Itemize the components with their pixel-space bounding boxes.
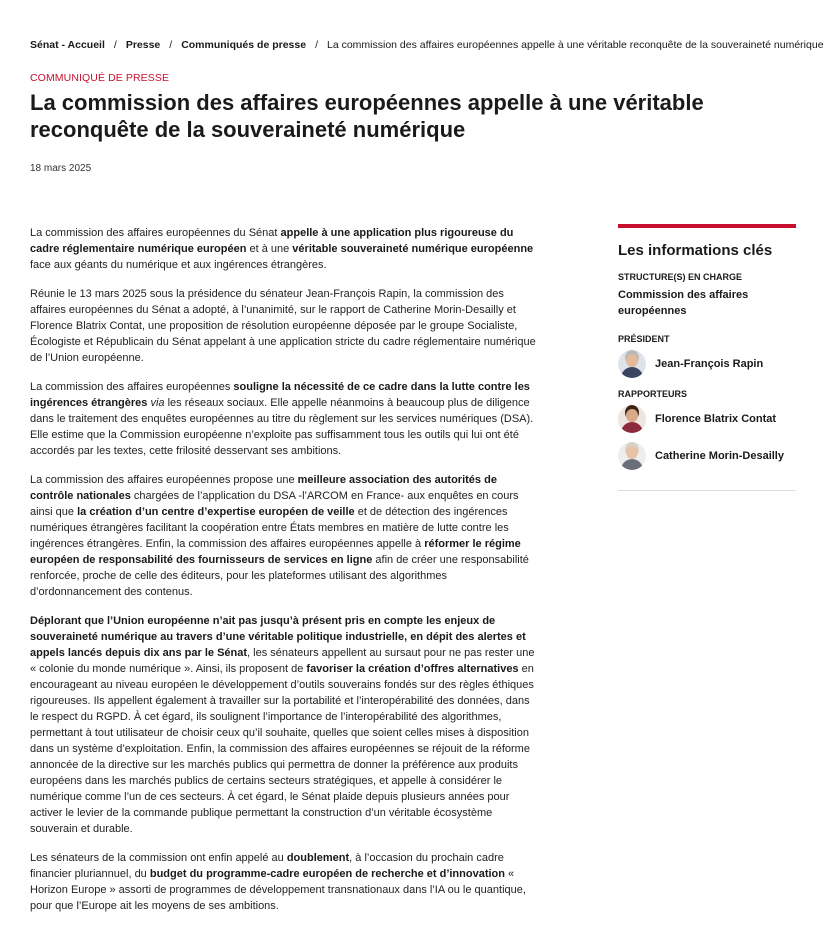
publication-date: 18 mars 2025: [30, 163, 92, 174]
rapporteurs-label: RAPPORTEURS: [618, 389, 688, 399]
avatar: [618, 350, 646, 378]
paragraph-text: chargées de l’application du DSA -l’ARCOM en France- aux enquêtes en cours ainsi que: [30, 490, 519, 518]
paragraph-text: La commission des affaires européennes: [30, 381, 234, 393]
breadcrumb-home-link[interactable]: Sénat - Accueil: [30, 39, 105, 51]
emphasis-text: appelle à une application plus rigoureuse du cadre réglementaire numérique européen: [30, 227, 514, 255]
emphasis-text: souligne la nécessité de ce cadre dans la lutte contre les ingérences étrangères: [30, 381, 530, 409]
rapporteur-person[interactable]: [618, 441, 796, 471]
avatar-torso: [621, 367, 643, 378]
paragraph-text: , les sénateurs appellent au sursaut pour ne pas rester une « colonie du monde numérique ». Ainsi, ils proposent de: [30, 647, 535, 675]
emphasis-text: budget du programme-cadre européen de recherche et d’innovation: [149, 868, 505, 880]
paragraph-text: et de détection des ingérences numériques étrangères facilitant la coopération entre États membres en matière de lutte contre les ingérences étrangères. Enfin, la commission des affaires européennes appelle à: [30, 506, 509, 550]
avatar: [618, 442, 646, 470]
key-info-title: Les informations clés: [618, 242, 773, 259]
paragraph-text: afin de créer une responsabilité renforcée, proche de celle des éditeurs, pour les plateformes utilisant des algorithmes d’ordonnancement des contenus.: [30, 554, 529, 598]
content-type-kicker: COMMUNIQUÉ DE PRESSE: [30, 72, 170, 84]
breadcrumb: [30, 39, 824, 51]
avatar-head: [626, 354, 638, 367]
avatar-head: [626, 446, 638, 459]
emphasis-text: réformer le régime européen de responsabilité des fournisseurs de services en ligne: [30, 538, 521, 566]
emphasis-text: Déplorant que l’Union européenne n’ait pas jusqu’à présent pris en compte les enjeux de souveraineté numérique au travers d’une véritable politique industrielle, en dépit des alertes et appels lancés depuis dix ans par le Sénat: [30, 615, 526, 659]
structure-link[interactable]: Commission des affaires européennes: [618, 289, 749, 317]
avatar-head: [626, 409, 638, 422]
breadcrumb-communiques-link[interactable]: Communiqués de presse: [181, 39, 307, 51]
breadcrumb-presse-link[interactable]: Presse: [125, 39, 161, 51]
article-body: [30, 225, 536, 927]
avatar: [618, 405, 646, 433]
rapporteur-person[interactable]: [618, 404, 796, 434]
avatar-torso: [621, 422, 643, 433]
avatar-torso: [621, 459, 643, 470]
paragraph-text: face aux géants du numérique et aux ingérences étrangères.: [30, 259, 327, 271]
president-name[interactable]: Jean-François Rapin: [655, 358, 764, 370]
paragraph-text: Réunie le 13 mars 2025 sous la présidence du sénateur Jean-François Rapin, la commission des affaires européennes du Sénat a adopté, à l’unanimité, sur le rapport de Catherine Morin-Desailly et Florence Blatrix Contat, une proposition de résolution européenne déposée par le groupe Socialiste, Écologiste et Républicain du Sénat appelant à une application stricte du cadre réglementaire numérique de l’Union européenne.: [30, 288, 536, 364]
president-person[interactable]: [618, 349, 796, 379]
article-paragraph: [30, 225, 536, 273]
breadcrumb-separator: /: [315, 39, 318, 51]
page-title: La commission des affaires européennes appelle à une véritable reconquête de la souveraineté numérique: [30, 90, 704, 142]
emphasis-text: doublement: [286, 852, 350, 864]
article-paragraph: [30, 613, 536, 837]
breadcrumb-current: La commission des affaires européennes appelle à une véritable reconquête de la souveraineté numérique: [326, 39, 824, 51]
breadcrumb-separator: /: [169, 39, 173, 51]
paragraph-text: et à une: [246, 243, 293, 255]
emphasis-text: véritable souveraineté numérique européenne: [292, 243, 534, 255]
rapporteur-name[interactable]: Catherine Morin-Desailly: [655, 450, 784, 462]
key-info-divider: [618, 490, 796, 491]
breadcrumb-separator: /: [113, 39, 117, 51]
structure-label: STRUCTURE(S) EN CHARGE: [618, 272, 743, 282]
paragraph-text: en encourageant au niveau européen le développement d’outils souverains fondés sur des règles éthiques rigoureuses. Ils appellent également à travailler sur la portabilité et l’interopérabilité des données, dans le respect du RGPD. À cet égard, ils soulignent l’importance de l’interopérabilité des algorithmes, permettant à tout utilisateur de choisir ceux qu’il souhaite, quelles que soient celles mises à disposition dans un système d’exploitation. Enfin, la commission des affaires européennes se réjouit de la réforme annoncée de la directive sur les marchés publics qui permettra de donner la préférence aux produits européens dans les marchés publics de certains secteurs stratégiques, et appelle à considérer le numérique comme l’un de ces secteurs. À cet égard, le Sénat plaide depuis plusieurs années pour activer le levier de la commande publique permettant la construction d’un véritable écosystème souverain et durable.: [30, 663, 534, 835]
article-paragraph: [30, 379, 536, 459]
key-info-panel: [618, 224, 796, 478]
paragraph-text: via: [150, 397, 165, 409]
emphasis-text: meilleure association des autorités de contrôle nationales: [30, 474, 497, 502]
rapporteur-name[interactable]: Florence Blatrix Contat: [655, 413, 777, 425]
article-paragraph: [30, 850, 536, 914]
paragraph-text: , à l’occasion du prochain cadre financier pluriannuel, du: [30, 852, 504, 880]
article-paragraph: [30, 472, 536, 600]
paragraph-text: La commission des affaires européennes propose une: [30, 474, 298, 486]
paragraph-text: « Horizon Europe » assorti de programmes de développement transnationaux dans l’IA ou le quantique, pour que l’Europe ait les moyens de ses ambitions.: [30, 868, 526, 912]
emphasis-text: la création d’un centre d’expertise européen de veille: [77, 506, 355, 518]
president-label: PRÉSIDENT: [618, 334, 670, 344]
article-paragraph: [30, 286, 536, 366]
paragraph-text: Les sénateurs de la commission ont enfin appelé au: [30, 852, 287, 864]
emphasis-text: favoriser la création d’offres alternatives: [306, 663, 519, 675]
paragraph-text: les réseaux sociaux. Elle appelle néanmoins à beaucoup plus de diligence dans le traitement des enquêtes européennes au titre du règlement sur les services numériques (DSA). Elle estime que la Commission européenne n’exploite pas suffisamment tous les outils qui lui ont été accordés par les textes, cette frilosité desservant ses ambitions.: [30, 397, 534, 457]
paragraph-text: La commission des affaires européennes du Sénat: [30, 227, 281, 239]
